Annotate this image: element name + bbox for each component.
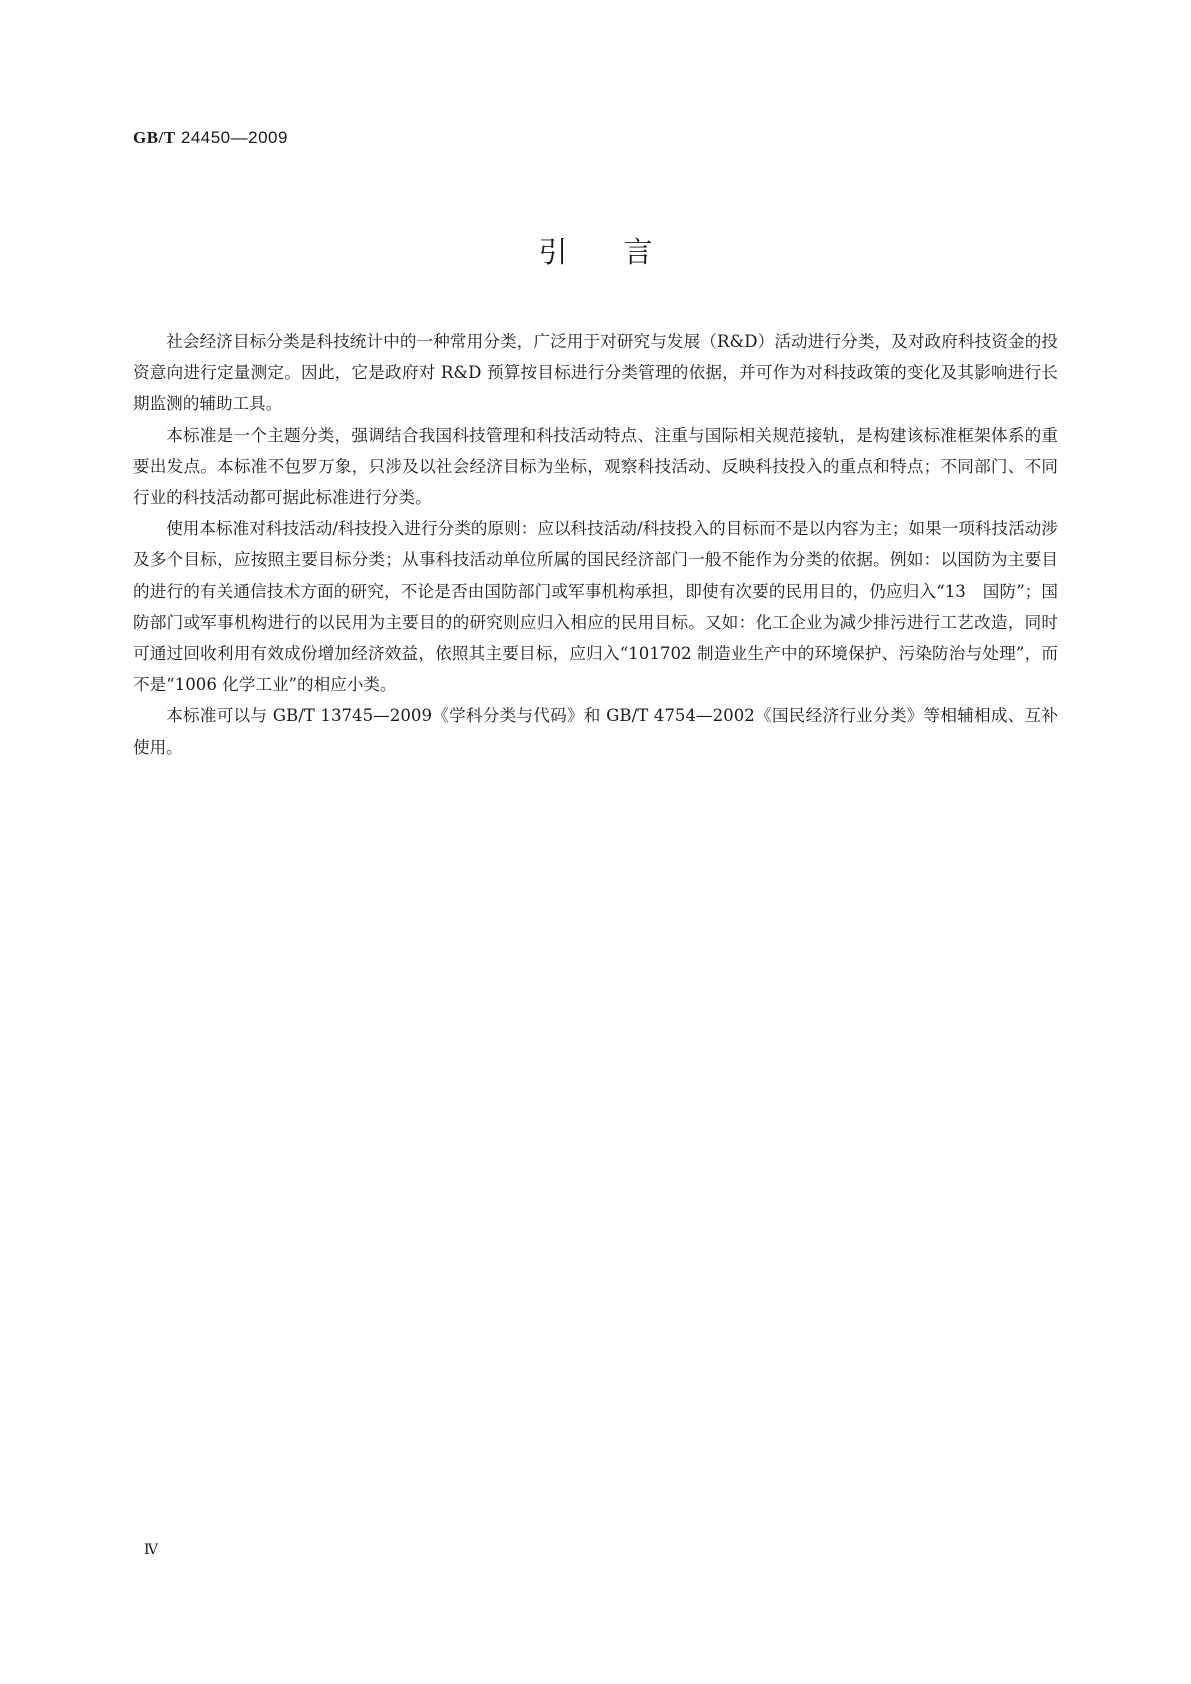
standard-code-number: 24450—2009 (180, 128, 288, 147)
standard-code (133, 128, 288, 148)
page-title: 引言 (538, 235, 709, 269)
standard-code-prefix: GB/T (133, 128, 176, 147)
paragraph-1: 社会经济目标分类是科技统计中的一种常用分类，广泛用于对研究与发展（R&D）活动进行分类，及对政府科技资金的投资意向进行定量测定。因此，它是政府对 R&D 预算按目标进行分类管理的依据，并可作为对科技政策的变化及其影响进行长期监测的辅助工具。 (133, 332, 1058, 414)
paragraph-2: 本标准是一个主题分类，强调结合我国科技管理和科技活动特点、注重与国际相关规范接轨，是构建该标准框架体系的重要出发点。本标准不包罗万象，只涉及以社会经济目标为坐标，观察科技活动、反映科技投入的重点和特点；不同部门、不同行业的科技活动都可据此标准进行分类。 (133, 425, 1058, 508)
page-number: Ⅳ (144, 1542, 158, 1558)
paragraph-3: 使用本标准对科技活动/科技投入进行分类的原则：应以科技活动/科技投入的目标而不是以内容为主；如果一项科技活动涉及多个目标，应按照主要目标分类；从事科技活动单位所属的国民经济部门一般不能作为分类的依据。例如：以国防为主要目的进行的有关通信技术方面的研究，不论是否由国防部门或军事机构承担，即使有次要的民用目的，仍应归入“13 国防”；国防部门或军事机构进行的以民用为主要目的的研究则应归入相应的民用目标。又如：化工企业为减少排污进行工艺改造，同时可通过回收利用有效成份增加经济效益，依照其主要目标，应归入“101702 制造业生产中的环境保护、污染防治与处理”，而不是“1006 化学工业”的相应小类。 (133, 519, 1058, 695)
introduction-body (133, 326, 1058, 763)
paragraph-4: 本标准可以与 GB/T 13745—2009《学科分类与代码》和 GB/T 4754—2002《国民经济行业分类》等相辅相成、互补使用。 (133, 706, 1058, 757)
